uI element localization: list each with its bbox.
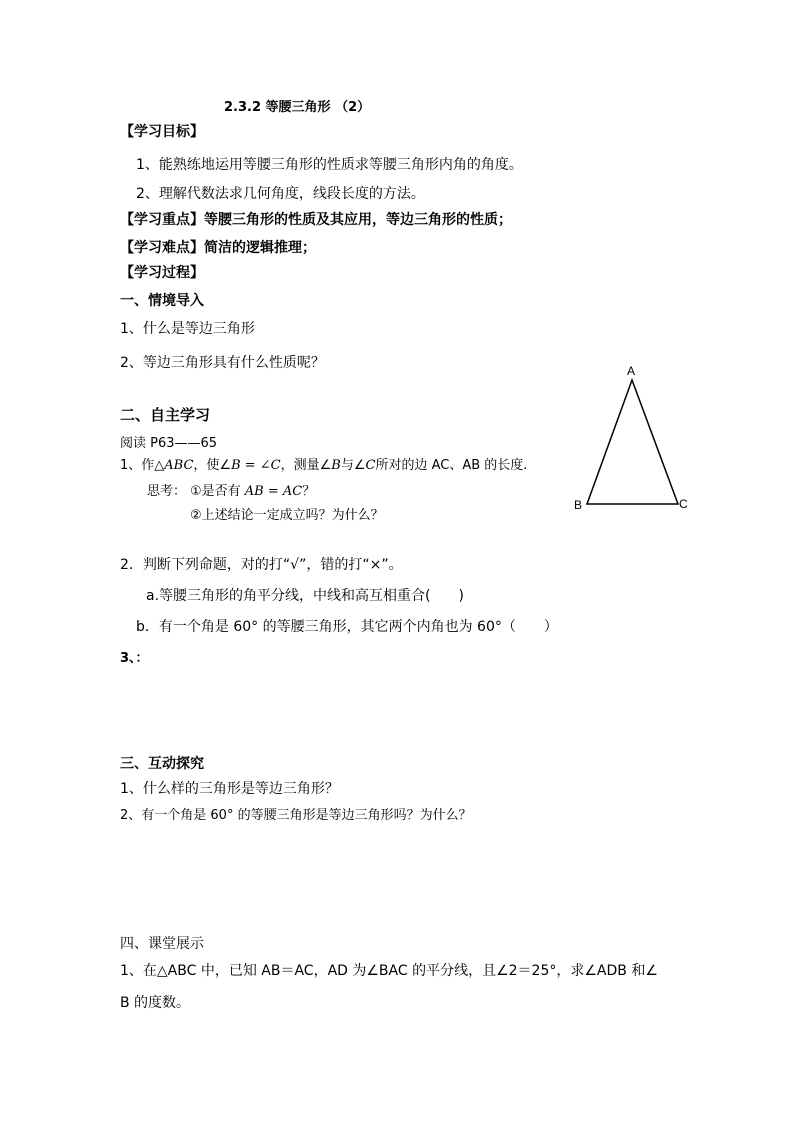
process-heading: 【学习过程】 — [120, 265, 204, 281]
section1-question-1: 1、什么是等边三角形 — [120, 321, 255, 337]
judge-heading: 2．判断下列命题，对的打“√”，错的打“×”。 — [120, 557, 403, 573]
vertex-label-c: C — [679, 497, 688, 511]
think-question-2: ②上述结论一定成立吗？为什么？ — [190, 508, 384, 523]
task1-condition: B = ∠C — [231, 458, 281, 473]
triangle-outline — [587, 380, 678, 504]
section2-heading: 二、自主学习 — [120, 406, 211, 424]
reading-range: 阅读 P63——65 — [120, 436, 218, 451]
key-point-line: 【学习重点】等腰三角形的性质及其应用，等边三角形的性质； — [120, 212, 512, 228]
think1-prefix: ①是否有 — [190, 484, 245, 499]
judge-item-b: b．有一个角是 60° 的等腰三角形，其它两个内角也为 60°（ ） — [136, 619, 558, 635]
section3-question-1: 1、什么样的三角形是等边三角形？ — [120, 781, 339, 797]
item-3: 3、： — [120, 651, 149, 666]
task1-angle-c: C — [365, 458, 376, 473]
objectives-heading: 【学习目标】 — [120, 124, 204, 140]
task1-suffix: 所对的边 AC、AB 的长度. — [375, 458, 528, 473]
section4-problem-line-1: 1、在△ABC 中，已知 AB＝AC，AD 为∠BAC 的平分线，且∠2＝25°，求∠ADB 和∠ — [120, 963, 658, 979]
task1-triangle-name: ABC — [164, 458, 194, 473]
judge-item-a: a.等腰三角形的角平分线，中线和高互相重合( ) — [146, 588, 464, 604]
vertex-label-a: A — [627, 364, 636, 378]
think1-suffix: ？ — [302, 484, 316, 499]
task1-mid3: 与∠ — [340, 458, 366, 473]
task1-mid1: ，使∠ — [193, 458, 232, 473]
document-title: 2.3.2 等腰三角形 （2） — [224, 100, 371, 115]
task1-line — [120, 458, 527, 474]
objective-item-1: 1、能熟练地运用等腰三角形的性质求等腰三角形内角的角度。 — [136, 157, 523, 173]
section4-problem-line-2: B 的度数。 — [120, 995, 191, 1011]
section4-heading: 四、课堂展示 — [120, 936, 204, 952]
section1-heading: 一、情境导入 — [120, 293, 204, 309]
isosceles-triangle-figure — [560, 360, 700, 520]
section3-question-2: 2、有一个角是 60° 的等腰三角形是等边三角形吗？为什么？ — [120, 808, 472, 823]
task1-prefix: 1、作△ — [120, 458, 165, 473]
difficulty-line: 【学习难点】简洁的逻辑推理； — [120, 240, 316, 256]
section3-heading: 三、互动探究 — [120, 756, 204, 772]
task1-mid2: ，测量∠ — [280, 458, 332, 473]
think-label: 思考： — [147, 484, 187, 499]
think-question-1 — [190, 484, 315, 500]
section1-question-2: 2、等边三角形具有什么性质呢？ — [120, 355, 325, 371]
task1-angle-b: B — [331, 458, 341, 473]
vertex-label-b: B — [574, 498, 583, 512]
objective-item-2: 2、理解代数法求几何角度，线段长度的方法。 — [136, 186, 425, 202]
think1-equation: AB = AC — [244, 484, 303, 499]
